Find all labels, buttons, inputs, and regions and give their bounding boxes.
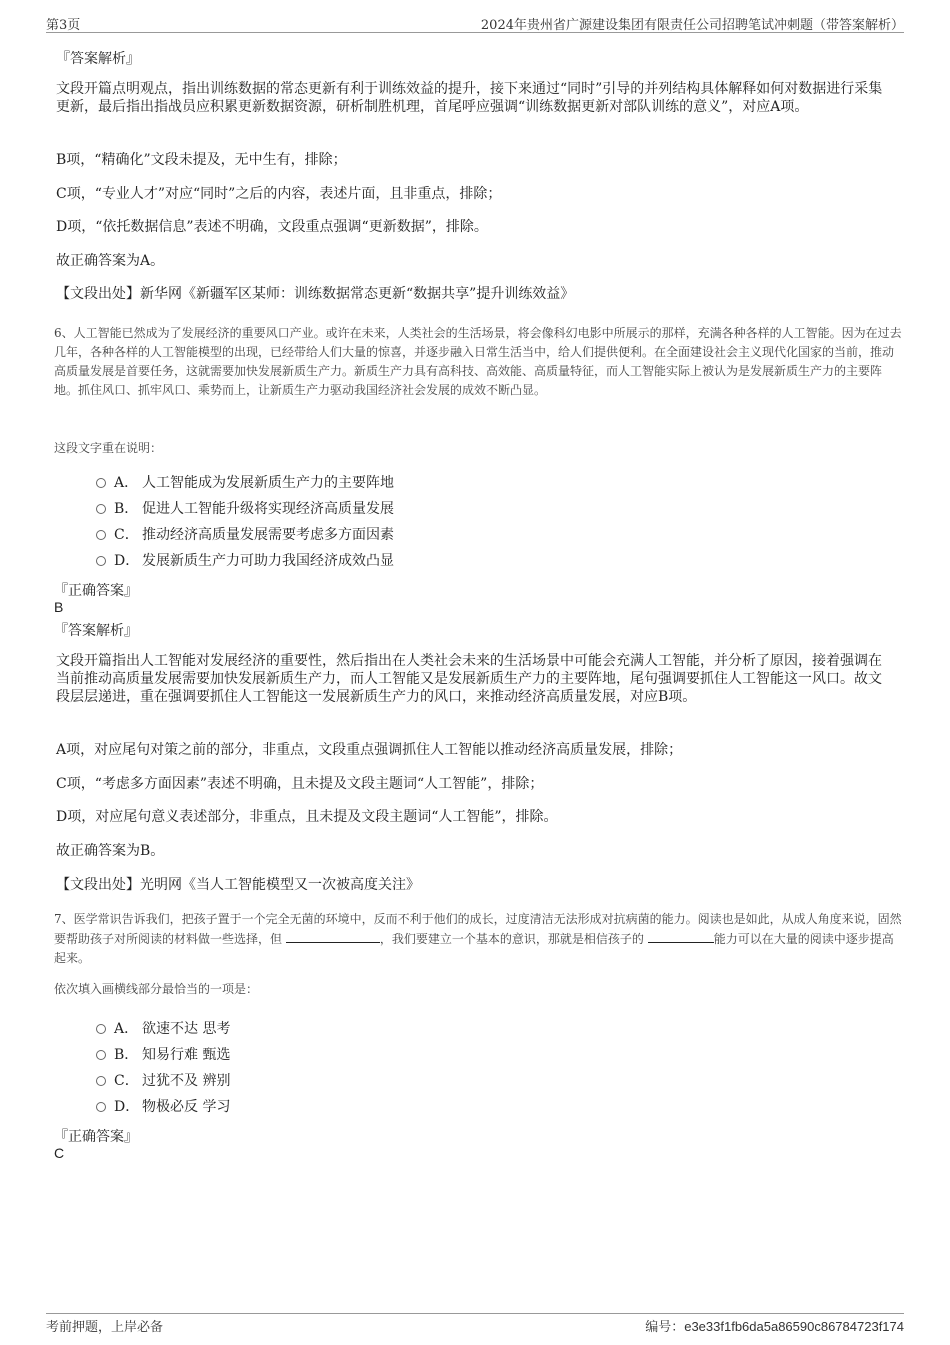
q7-question: 依次填入画横线部分最恰当的一项是：: [54, 982, 259, 996]
radio-icon[interactable]: [96, 478, 106, 488]
q7-option-a[interactable]: A． 欲速不达 思考: [96, 1020, 230, 1038]
radio-icon[interactable]: [96, 1102, 106, 1112]
q5-analysis-label: 『答案解析』: [56, 51, 140, 67]
q5-analysis-text: 文段开篇点明观点，指出训练数据的常态更新有利于训练效益的提升，接下来通过“同时”引导的并列结构具体解释如何对数据进行采集更新，最后指出指战员应积累更新数据资源，研析制胜机理，首尾呼应强调“训练数据更新对部队训练的意义”，对应A项。: [56, 81, 883, 115]
q6-c-note: C项，“考虑多方面因素”表述不明确，且未提及文段主题词“人工智能”，排除；: [56, 776, 544, 792]
q6-answer: B: [54, 599, 64, 615]
q6-option-b[interactable]: B． 促进人工智能升级将实现经济高质量发展: [96, 500, 394, 518]
q5-c-note: C项，“专业人才”对应“同时”之后的内容，表述片面，且非重点，排除；: [56, 186, 502, 202]
q6-option-d[interactable]: D． 发展新质生产力可助力我国经济成效凸显: [96, 552, 394, 570]
q6-conclusion: 故正确答案为B。: [56, 843, 165, 859]
document-title: 2024年贵州省广源建设集团有限责任公司招聘笔试冲刺题（带答案解析）: [480, 18, 904, 33]
q5-conclusion: 故正确答案为A。: [56, 253, 165, 269]
footer-slogan: 考前押题，上岸必备: [46, 1320, 164, 1335]
q5-b-note: B项，“精确化”文段未提及，无中生有，排除；: [56, 152, 347, 168]
q6-a-note: A项，对应尾句对策之前的部分，非重点，文段重点强调抓住人工智能以推动经济高质量发展，排除；: [56, 742, 683, 758]
q6-analysis-text: 文段开篇指出人工智能对发展经济的重要性，然后指出在人类社会未来的生活场景中可能会充满人工智能，并分析了原因，接着强调在当前推动高质量发展需要加快发展新质生产力，而人工智能又是发展新质生产力的主要阵地，尾句强调要抓住人工智能这一风口。故文段层层递进，重在强调要抓住人工智能这一发展新质生产力的风口，来推动经济高质量发展，对应B项。: [56, 653, 882, 705]
q6-question: 这段文字重在说明：: [54, 441, 163, 455]
q6-option-c[interactable]: C． 推动经济高质量发展需要考虑多方面因素: [96, 526, 394, 544]
q7-answer: C: [54, 1145, 65, 1161]
fill-blank-1[interactable]: [286, 929, 380, 943]
q6-answer-label: 『正确答案』: [54, 583, 138, 599]
document-id: 编号：e3e33f1fb6da5a86590c86784723f174: [645, 1319, 904, 1334]
radio-icon[interactable]: [96, 1050, 106, 1060]
q7-option-b[interactable]: B． 知易行难 甄选: [96, 1046, 230, 1064]
fill-blank-2[interactable]: [648, 929, 714, 943]
q7-option-c[interactable]: C． 过犹不及 辨别: [96, 1072, 230, 1090]
q7-answer-label: 『正确答案』: [54, 1129, 138, 1145]
radio-icon[interactable]: [96, 530, 106, 540]
q5-d-note: D项，“依托数据信息”表述不明确，文段重点强调“更新数据”，排除。: [56, 219, 488, 235]
q6-analysis-label: 『答案解析』: [54, 623, 138, 639]
page-number: 第3页: [46, 18, 81, 33]
page-header: [46, 12, 904, 33]
radio-icon[interactable]: [96, 556, 106, 566]
radio-icon[interactable]: [96, 1024, 106, 1034]
q6-source: 【文段出处】光明网《当人工智能模型又一次被高度关注》: [56, 877, 420, 893]
q6-option-a[interactable]: A． 人工智能成为发展新质生产力的主要阵地: [96, 474, 394, 492]
q6-d-note: D项，对应尾句意义表述部分，非重点，且未提及文段主题词“人工智能”，排除。: [56, 809, 558, 825]
q5-source: 【文段出处】新华网《新疆军区某师：训练数据常态更新“数据共享”提升训练效益》: [56, 286, 575, 302]
q7-stem: 7、医学常识告诉我们，把孩子置于一个完全无菌的环境中，反而不利于他们的成长，过度清洁无法形成对抗病菌的能力。阅读也是如此，从成人角度来说，固然要帮助孩子对所阅读的材料做一些选择，但 ，我们要建立一个基本的意识，那就是相信孩子的 能力可以在大量的阅读中逐步提高起来。: [54, 912, 902, 965]
radio-icon[interactable]: [96, 1076, 106, 1086]
page-footer: [46, 1313, 904, 1334]
q6-stem: 6、人工智能已然成为了发展经济的重要风口产业。或许在未来，人类社会的生活场景，将会像科幻电影中所展示的那样，充满各种各样的人工智能。因为在过去几年，各种各样的人工智能模型的出现，已经带给人们大量的惊喜，并逐步融入日常生活当中，给人们提供便利。在全面建设社会主义现代化国家的当前，推动高质量发展是首要任务，这就需要加快发展新质生产力。新质生产力具有高科技、高效能、高质量特征，而人工智能实际上被认为是发展新质生产力的主要阵地。抓住风口、抓牢风口、乘势而上，让新质生产力驱动我国经济社会发展的成效不断凸显。: [54, 326, 902, 397]
radio-icon[interactable]: [96, 504, 106, 514]
q7-option-d[interactable]: D． 物极必反 学习: [96, 1098, 230, 1116]
